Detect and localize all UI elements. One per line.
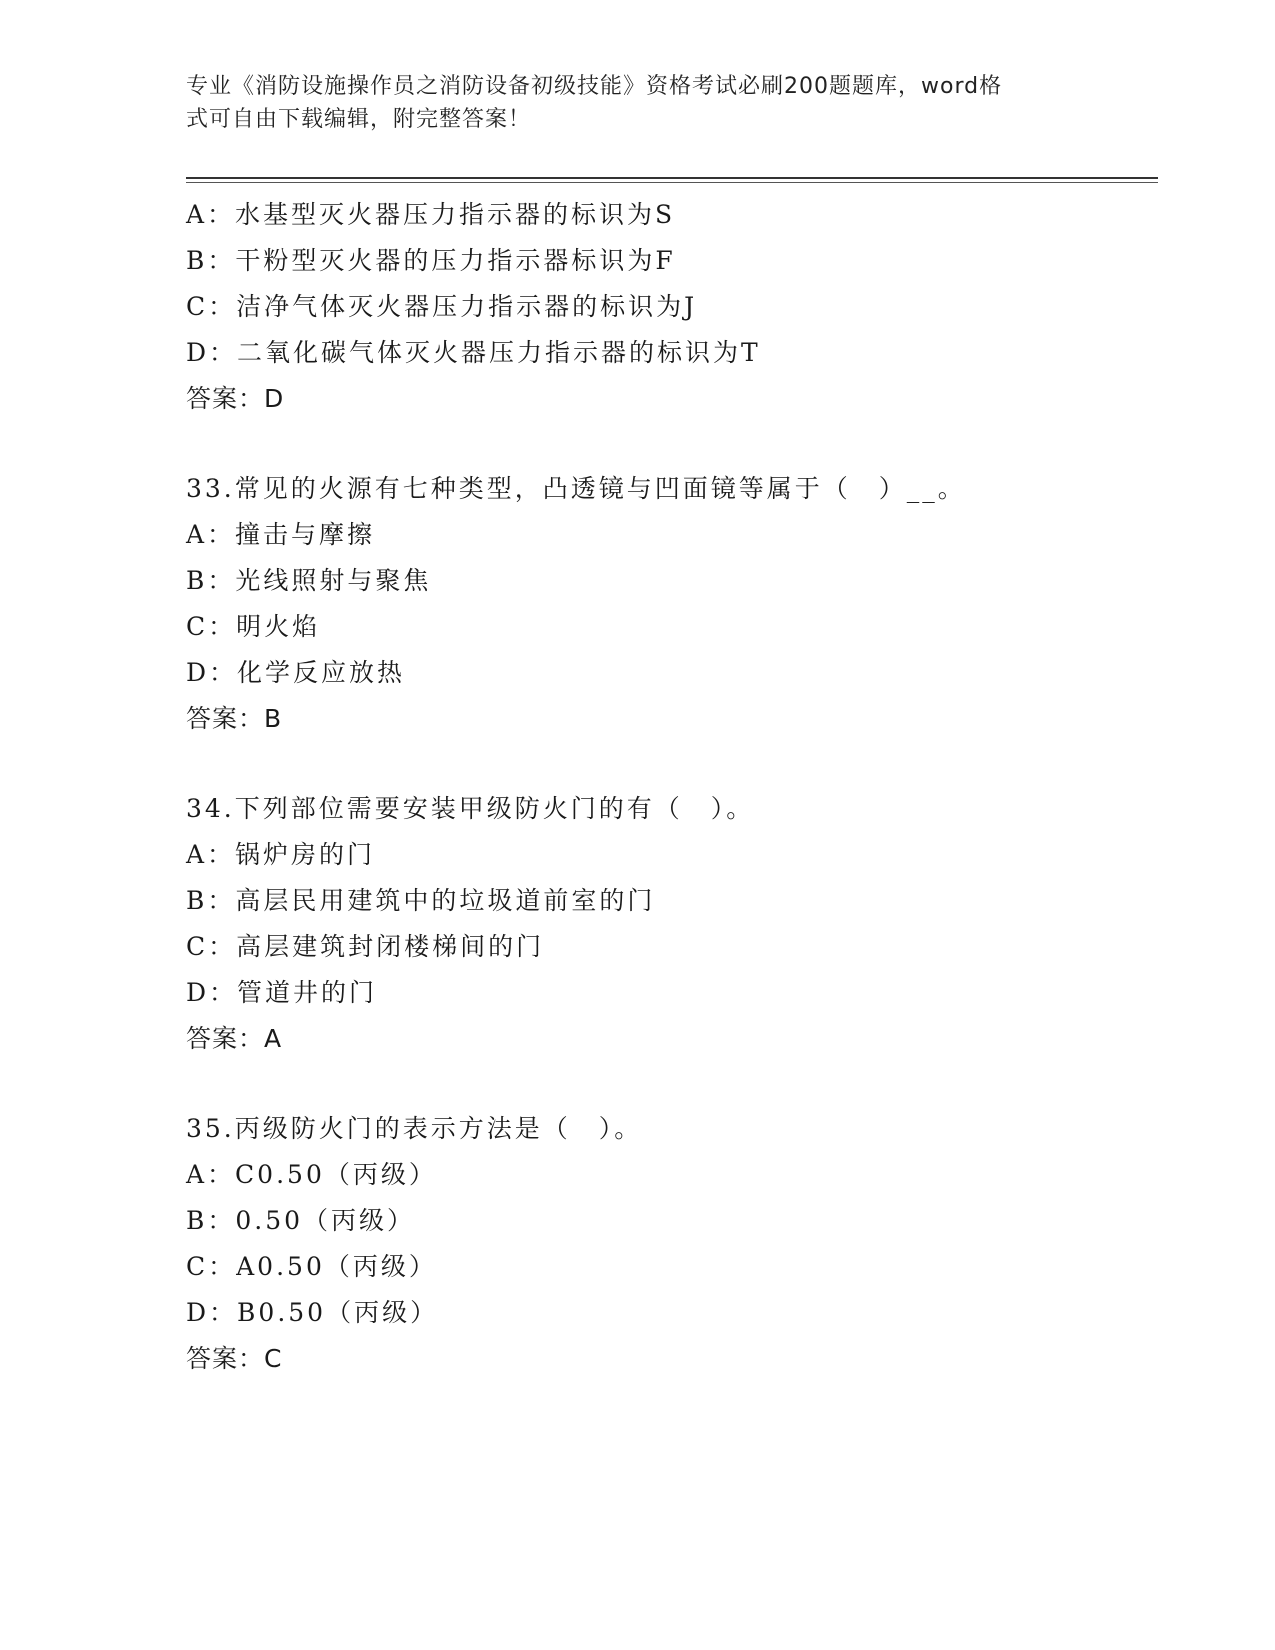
- question-list: [186, 192, 1158, 1382]
- option-b: B：光线照射与聚焦: [186, 566, 432, 595]
- option-c: C：高层建筑封闭楼梯间的门: [186, 932, 545, 961]
- option-c: C：A0.50（丙级）: [186, 1252, 437, 1281]
- document-header: [186, 70, 1076, 136]
- answer: 答案：B: [186, 704, 283, 733]
- option-b: B：干粉型灭火器的压力指示器标识为F: [186, 246, 676, 275]
- question-35: [186, 1106, 1158, 1382]
- answer: 答案：D: [186, 384, 285, 413]
- option-d: D：二氧化碳气体灭火器压力指示器的标识为T: [186, 338, 761, 367]
- header-divider-thick: [186, 177, 1158, 179]
- question-stem: 33.常见的火源有七种类型，凸透镜与凹面镜等属于（ ）__。: [186, 474, 966, 503]
- option-c: C：明火焰: [186, 612, 321, 641]
- question-stem: 34.下列部位需要安装甲级防火门的有（ ）。: [186, 794, 755, 823]
- option-d: D：化学反应放热: [186, 658, 406, 687]
- option-a: A：C0.50（丙级）: [186, 1160, 437, 1189]
- option-b: B：0.50（丙级）: [186, 1206, 416, 1235]
- question-33: [186, 466, 1158, 742]
- spacer: [186, 1062, 1158, 1106]
- option-d: D：B0.50（丙级）: [186, 1298, 439, 1327]
- question-32: [186, 192, 1158, 422]
- option-a: A：水基型灭火器压力指示器的标识为S: [186, 200, 676, 229]
- option-d: D：管道井的门: [186, 978, 378, 1007]
- spacer: [186, 422, 1158, 466]
- option-c: C：洁净气体灭火器压力指示器的标识为J: [186, 292, 698, 321]
- spacer: [186, 742, 1158, 786]
- header-divider-thin: [186, 182, 1158, 183]
- answer: 答案：A: [186, 1024, 283, 1053]
- question-stem: 35.丙级防火门的表示方法是（ ）。: [186, 1114, 643, 1143]
- header-line-2: 式可自由下载编辑，附完整答案！: [186, 107, 532, 132]
- answer: 答案：C: [186, 1344, 283, 1373]
- question-34: [186, 786, 1158, 1062]
- option-a: A：锅炉房的门: [186, 840, 376, 869]
- option-b: B：高层民用建筑中的垃圾道前室的门: [186, 886, 656, 915]
- option-a: A：撞击与摩擦: [186, 520, 376, 549]
- header-line-1: 专业《消防设施操作员之消防设备初级技能》资格考试必刷200题题库，word格: [186, 74, 1003, 99]
